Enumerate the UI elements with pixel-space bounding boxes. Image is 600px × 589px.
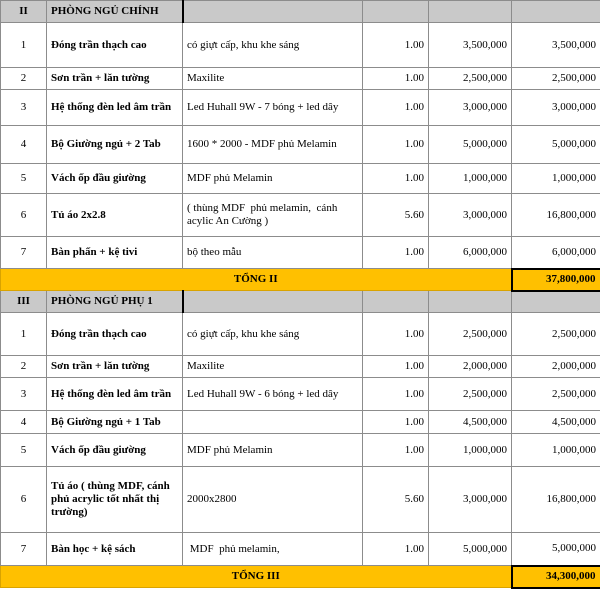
item-name-line: Đóng trần thạch cao (51, 39, 178, 52)
item-name-line: Bộ Giường ngủ + 1 Tab (51, 416, 178, 429)
item-description (183, 194, 363, 237)
item-name-line: Hệ thống đèn led âm trần (51, 388, 178, 401)
item-total: 2,500,000 (512, 378, 600, 411)
item-total: 4,500,000 (512, 411, 600, 434)
section-filler (363, 1, 429, 23)
item-quantity: 1.00 (363, 23, 429, 68)
section-code: II (1, 1, 47, 23)
item-description-line: MDF phủ Melamin (187, 172, 358, 185)
item-name-line: Hệ thống đèn led âm trần (51, 101, 178, 114)
item-unit-price: 2,500,000 (429, 313, 512, 356)
item-total: 2,500,000 (512, 68, 600, 90)
item-description (183, 126, 363, 164)
item-description-line: 1600 * 2000 - MDF phủ Melamin (187, 138, 358, 151)
item-name-line: Đóng trần thạch cao (51, 328, 178, 341)
item-number: 2 (1, 68, 47, 90)
item-name-line: Tủ áo 2x2.8 (51, 209, 178, 222)
section-total-value: 34,300,000 (512, 566, 600, 588)
item-number: 1 (1, 313, 47, 356)
item-quantity: 1.00 (363, 126, 429, 164)
section-code: III (1, 291, 47, 313)
item-unit-price: 2,500,000 (429, 378, 512, 411)
item-quantity: 1.00 (363, 68, 429, 90)
item-number: 5 (1, 434, 47, 467)
item-description-line: 2000x2800 (187, 493, 358, 506)
item-name (47, 164, 183, 194)
item-name (47, 68, 183, 90)
item-number: 7 (1, 533, 47, 566)
item-number: 6 (1, 467, 47, 533)
item-quantity: 1.00 (363, 533, 429, 566)
table-row (1, 126, 600, 164)
item-name (47, 356, 183, 378)
item-unit-price: 3,000,000 (429, 90, 512, 126)
item-total: 3,000,000 (512, 90, 600, 126)
item-name (47, 90, 183, 126)
item-total: 5,000,000 (512, 126, 600, 164)
item-number: 7 (1, 237, 47, 269)
item-description (183, 467, 363, 533)
item-quantity: 1.00 (363, 356, 429, 378)
item-description-line: MDF phủ Melamin (187, 444, 358, 457)
item-total: 6,000,000 (512, 237, 600, 269)
item-quantity: 1.00 (363, 434, 429, 467)
item-name-line: Bàn học + kệ sách (51, 543, 178, 556)
item-description (183, 90, 363, 126)
item-name (47, 467, 183, 533)
item-name-line: Vách ốp đầu giường (51, 444, 178, 457)
section-title: PHÒNG NGỦ PHỤ 1 (47, 291, 183, 313)
section-filler (512, 1, 600, 23)
item-name (47, 533, 183, 566)
item-unit-price: 1,000,000 (429, 434, 512, 467)
item-number: 3 (1, 378, 47, 411)
item-name (47, 23, 183, 68)
item-description-line: ( thùng MDF phủ melamin, cánh (187, 202, 358, 215)
item-description-line: Maxilite (187, 72, 358, 85)
item-quantity: 1.00 (363, 378, 429, 411)
section-total-label: TỔNG III (1, 566, 512, 588)
item-description (183, 434, 363, 467)
item-number: 4 (1, 126, 47, 164)
section-total-row (1, 269, 600, 291)
table-row (1, 378, 600, 411)
item-unit-price: 3,000,000 (429, 467, 512, 533)
item-name (47, 313, 183, 356)
item-number: 2 (1, 356, 47, 378)
item-name (47, 126, 183, 164)
item-description-line: acylic An Cường ) (187, 215, 358, 228)
item-number: 1 (1, 23, 47, 68)
item-quantity: 1.00 (363, 237, 429, 269)
item-total: 16,800,000 (512, 467, 600, 533)
table-row (1, 68, 600, 90)
item-total: 1,000,000 (512, 434, 600, 467)
item-description-line: có giựt cấp, khu khe sáng (187, 328, 358, 341)
item-unit-price: 2,500,000 (429, 68, 512, 90)
item-name (47, 237, 183, 269)
item-unit-price: 6,000,000 (429, 237, 512, 269)
item-unit-price: 1,000,000 (429, 164, 512, 194)
item-description-line: Maxilite (187, 360, 358, 373)
section-filler (429, 1, 512, 23)
section-total-row (1, 566, 600, 588)
item-number: 3 (1, 90, 47, 126)
item-name-line: phủ acrylic tốt nhất thị (51, 493, 178, 506)
item-description-line: Led Huhall 9W - 7 bóng + led dây (187, 101, 358, 114)
item-quantity: 1.00 (363, 411, 429, 434)
section-filler (512, 291, 600, 313)
section-title: PHÒNG NGỦ CHÍNH (47, 1, 183, 23)
item-description (183, 68, 363, 90)
item-quantity: 1.00 (363, 90, 429, 126)
item-description (183, 237, 363, 269)
item-unit-price: 5,000,000 (429, 533, 512, 566)
item-description-line: có giựt cấp, khu khe sáng (187, 39, 358, 52)
item-name (47, 434, 183, 467)
item-quantity: 1.00 (363, 313, 429, 356)
item-unit-price: 4,500,000 (429, 411, 512, 434)
item-number: 5 (1, 164, 47, 194)
item-total: 2,000,000 (512, 356, 600, 378)
item-quantity: 5.60 (363, 467, 429, 533)
item-quantity: 5.60 (363, 194, 429, 237)
item-number: 4 (1, 411, 47, 434)
item-description-line: bộ theo mẫu (187, 246, 358, 259)
item-total: 3,500,000 (512, 23, 600, 68)
item-name (47, 411, 183, 434)
item-unit-price: 5,000,000 (429, 126, 512, 164)
item-description (183, 533, 363, 566)
item-name (47, 194, 183, 237)
table-row (1, 164, 600, 194)
item-name-line: trường) (51, 506, 178, 519)
item-unit-price: 3,000,000 (429, 194, 512, 237)
section-filler (363, 291, 429, 313)
table-row (1, 411, 600, 434)
section-header (1, 291, 600, 313)
table-row (1, 533, 600, 566)
item-total: 2,500,000 (512, 313, 600, 356)
item-description (183, 356, 363, 378)
item-name-line: Bộ Giường ngủ + 2 Tab (51, 138, 178, 151)
item-name-line: Tủ áo ( thùng MDF, cánh (51, 480, 178, 493)
item-name-line: Bàn phấn + kệ tivi (51, 246, 178, 259)
item-description-line: Led Huhall 9W - 6 bóng + led dây (187, 388, 358, 401)
table-row (1, 194, 600, 237)
table-row (1, 23, 600, 68)
item-number: 6 (1, 194, 47, 237)
item-name-line: Sơn trần + lăn tường (51, 72, 178, 85)
item-unit-price: 3,500,000 (429, 23, 512, 68)
section-filler (429, 291, 512, 313)
table-row (1, 434, 600, 467)
item-quantity: 1.00 (363, 164, 429, 194)
item-total: 16,800,000 (512, 194, 600, 237)
table-row (1, 313, 600, 356)
section-header (1, 1, 600, 23)
item-name-line: Vách ốp đầu giường (51, 172, 178, 185)
item-total: 1,000,000 (512, 164, 600, 194)
section-filler (183, 1, 363, 23)
section-total-value: 37,800,000 (512, 269, 600, 291)
item-name (47, 378, 183, 411)
table-row (1, 90, 600, 126)
item-description (183, 23, 363, 68)
table-row (1, 467, 600, 533)
section-total-label: TỔNG II (1, 269, 512, 291)
table-row (1, 356, 600, 378)
quotation-body (1, 1, 600, 588)
item-name-line: Sơn trần + lăn tường (51, 360, 178, 373)
section-filler (183, 291, 363, 313)
item-total: 5,000,000 (512, 533, 600, 566)
item-unit-price: 2,000,000 (429, 356, 512, 378)
table-row (1, 237, 600, 269)
item-description (183, 411, 363, 434)
item-description-line: MDF phủ melamin, (187, 543, 358, 556)
item-description (183, 164, 363, 194)
item-description (183, 378, 363, 411)
item-description (183, 313, 363, 356)
